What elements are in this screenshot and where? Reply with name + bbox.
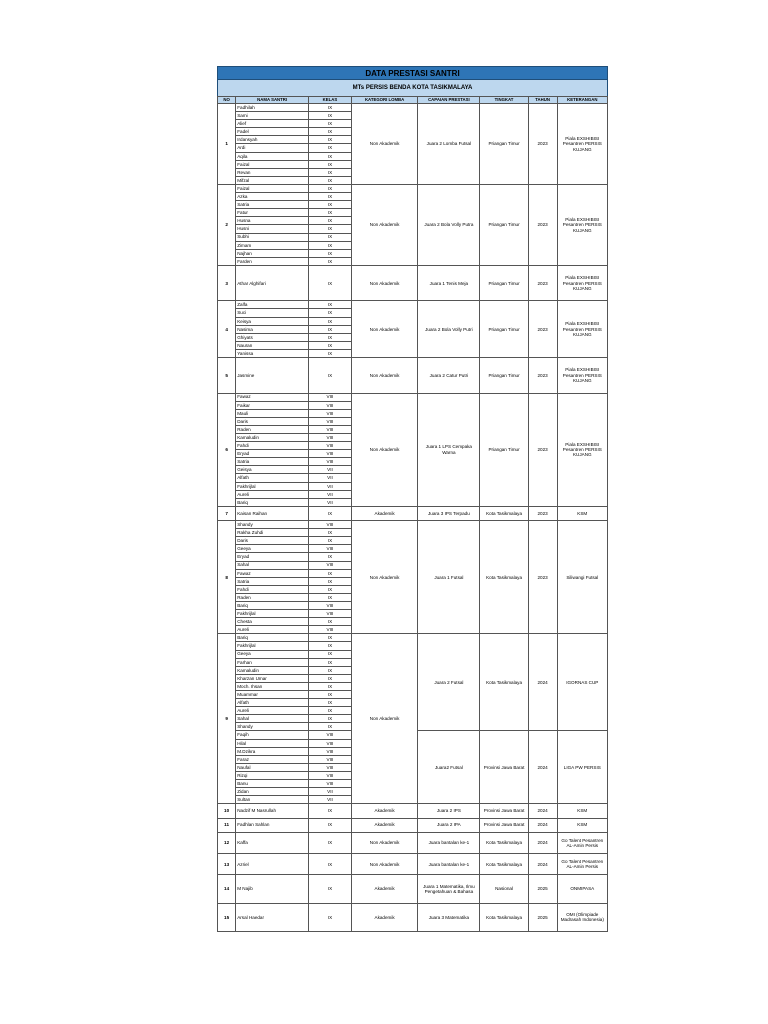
cell-kelas: IX — [309, 506, 352, 520]
cell-nama-santri: Fakhrijlal — [236, 642, 309, 650]
cell-kelas: IX — [309, 349, 352, 357]
table-row — [218, 184, 608, 192]
cell-kelas: VIII — [309, 434, 352, 442]
cell-kelas: VIII — [309, 450, 352, 458]
cell-nama-santri: Kaffa — [236, 832, 309, 853]
cell-capaian: Juara 2 Bola Volly Putri — [418, 301, 480, 358]
cell-kelas: VIII — [309, 763, 352, 771]
cell-nama-santri: Arsal Haedar — [236, 903, 309, 931]
cell-kategori: Non Akademik — [351, 393, 417, 506]
cell-nama-santri: Revan — [236, 168, 309, 176]
sheet-subtitle: MTs PERSIS BENDA KOTA TASIKMALAYA — [217, 80, 608, 96]
cell-nama-santri: Satria — [236, 577, 309, 585]
table-row — [218, 875, 608, 903]
cell-nama-santri: Banu — [236, 780, 309, 788]
cell-nama-santri: Fadel — [236, 128, 309, 136]
cell-keterangan: KSM — [557, 804, 607, 818]
cell-nama-santri: Fawaz — [236, 569, 309, 577]
cell-kategori: Non Akademik — [351, 358, 417, 394]
cell-no: 11 — [218, 818, 236, 832]
cell-kelas: VIII — [309, 393, 352, 401]
cell-kelas: IX — [309, 358, 352, 394]
table-row — [218, 832, 608, 853]
cell-kelas: VII — [309, 482, 352, 490]
cell-capaian: Juara2 Futsal — [418, 731, 480, 804]
cell-keterangan: Piala EXSHIBISI Pesantren PERSIS KUJANG — [557, 184, 607, 265]
cell-kelas: IX — [309, 804, 352, 818]
cell-capaian: Juara 3 IPS Terpadu — [418, 506, 480, 520]
cell-no: 12 — [218, 832, 236, 853]
cell-nama-santri: Subhi — [236, 233, 309, 241]
cell-nama-santri: Yanissa — [236, 349, 309, 357]
cell-kelas: IX — [309, 691, 352, 699]
cell-nama-santri: Alfath — [236, 699, 309, 707]
cell-nama-santri: Zalfa — [236, 301, 309, 309]
cell-kelas: VII — [309, 498, 352, 506]
cell-kategori: Akademik — [351, 903, 417, 931]
cell-nama-santri: Nadzif M Nasrullah — [236, 804, 309, 818]
cell-nama-santri: Ardi — [236, 144, 309, 152]
cell-kategori: Non Akademik — [351, 521, 417, 634]
cell-tingkat: Provinsi Jawa Barat — [480, 818, 528, 832]
cell-nama-santri: Alief — [236, 120, 309, 128]
col-header-capaian: CAPAIAN PRESTASI — [418, 97, 480, 104]
cell-capaian: Juara 3 Matematika — [418, 903, 480, 931]
cell-tahun: 2024 — [528, 853, 557, 874]
cell-nama-santri: Zimam — [236, 241, 309, 249]
cell-nama-santri: Daris — [236, 417, 309, 425]
cell-nama-santri: Alfath — [236, 474, 309, 482]
cell-kelas: IX — [309, 682, 352, 690]
cell-kelas: IX — [309, 333, 352, 341]
cell-kelas: IX — [309, 699, 352, 707]
cell-nama-santri: Fadhilah — [236, 104, 309, 112]
cell-kelas: IX — [309, 225, 352, 233]
cell-tahun: 2023 — [528, 265, 557, 301]
cell-kelas: IX — [309, 176, 352, 184]
cell-kategori: Non Akademik — [351, 301, 417, 358]
cell-tingkat: Kota Tasikmalaya — [480, 832, 528, 853]
cell-tingkat: Provinsi Jawa Barat — [480, 731, 528, 804]
cell-keterangan: OMI (Olimpiade Madrasah Indonesia) — [557, 903, 607, 931]
cell-nama-santri: Sahal — [236, 561, 309, 569]
table-row — [218, 804, 608, 818]
cell-kelas: IX — [309, 309, 352, 317]
cell-nama-santri: Suci — [236, 309, 309, 317]
cell-kategori: Akademik — [351, 875, 417, 903]
cell-kelas: IX — [309, 144, 352, 152]
cell-tingkat: Priangan Timur — [480, 358, 528, 394]
cell-kelas: IX — [309, 903, 352, 931]
cell-nama-santri: Moch. Ihsan — [236, 682, 309, 690]
cell-kategori: Non Akademik — [351, 184, 417, 265]
cell-no: 15 — [218, 903, 236, 931]
cell-tahun: 2024 — [528, 832, 557, 853]
cell-nama-santri: Najhan — [236, 249, 309, 257]
cell-nama-santri: Satria — [236, 201, 309, 209]
cell-kelas: VIII — [309, 755, 352, 763]
cell-tingkat: Priangan Timur — [480, 265, 528, 301]
cell-kelas: IX — [309, 168, 352, 176]
cell-nama-santri: Azka — [236, 193, 309, 201]
cell-kategori: Non Akademik — [351, 265, 417, 301]
cell-tahun: 2024 — [528, 818, 557, 832]
cell-kelas: VIII — [309, 401, 352, 409]
cell-nama-santri: Aqila — [236, 152, 309, 160]
cell-no: 6 — [218, 393, 236, 506]
table-row — [218, 104, 608, 112]
cell-kelas: VIII — [309, 417, 352, 425]
cell-capaian: Juara 1 Matematika, Ilmu Pengetahuan & Bahasa — [418, 875, 480, 903]
cell-tingkat: Kota Tasikmalaya — [480, 853, 528, 874]
cell-tahun: 2023 — [528, 393, 557, 506]
cell-nama-santri: Eryad — [236, 450, 309, 458]
cell-no: 3 — [218, 265, 236, 301]
cell-kelas: IX — [309, 618, 352, 626]
table-row — [218, 818, 608, 832]
cell-capaian: Juara 2 Catur Putri — [418, 358, 480, 394]
cell-nama-santri: Nasima — [236, 325, 309, 333]
table-row — [218, 853, 608, 874]
cell-nama-santri: M Najib — [236, 875, 309, 903]
cell-nama-santri: Shandy — [236, 723, 309, 731]
cell-kelas: IX — [309, 707, 352, 715]
cell-nama-santri: Geisya — [236, 466, 309, 474]
cell-nama-santri: Fadhlan Sahlan — [236, 818, 309, 832]
cell-kelas: IX — [309, 585, 352, 593]
cell-tingkat: Kota Tasikmalaya — [480, 903, 528, 931]
cell-nama-santri: Nauran — [236, 341, 309, 349]
cell-nama-santri: Aureli — [236, 626, 309, 634]
cell-kelas: VIII — [309, 747, 352, 755]
cell-kelas: IX — [309, 674, 352, 682]
cell-kelas: VIII — [309, 739, 352, 747]
cell-kelas: IX — [309, 209, 352, 217]
table-row — [218, 358, 608, 394]
cell-no: 8 — [218, 521, 236, 634]
sheet-title: DATA PRESTASI SANTRI — [217, 66, 608, 80]
col-header-kategori: KATEGORI LOMBA — [351, 97, 417, 104]
cell-kelas: IX — [309, 642, 352, 650]
cell-kelas: IX — [309, 257, 352, 265]
col-header-kelas: KELAS — [309, 97, 352, 104]
cell-nama-santri: Shandy — [236, 521, 309, 529]
cell-nama-santri: Fawaz — [236, 393, 309, 401]
cell-kelas: IX — [309, 120, 352, 128]
cell-kelas: VIII — [309, 425, 352, 433]
cell-nama-santri: Husni — [236, 225, 309, 233]
cell-kelas: IX — [309, 341, 352, 349]
cell-nama-santri: Bariq — [236, 601, 309, 609]
cell-no: 5 — [218, 358, 236, 394]
cell-kelas: VIII — [309, 561, 352, 569]
cell-nama-santri: Rizqi — [236, 771, 309, 779]
cell-keterangan: LIGA PW PERSIS — [557, 731, 607, 804]
cell-kelas: VIII — [309, 409, 352, 417]
cell-kelas: VIII — [309, 521, 352, 529]
table-row — [218, 265, 608, 301]
cell-capaian: Juara 2 Lomba Futsal — [418, 104, 480, 185]
col-header-keterangan: KETERANGAN — [557, 97, 607, 104]
cell-capaian: Juara 2 Futsal — [418, 634, 480, 731]
cell-capaian: Juara 2 Bola Volly Putra — [418, 184, 480, 265]
cell-nama-santri: Geeya — [236, 650, 309, 658]
cell-keterangan: Go Talent Pesantren AL-Amin Persis — [557, 832, 607, 853]
cell-keterangan: ONMIPASA — [557, 875, 607, 903]
cell-no: 10 — [218, 804, 236, 818]
cell-nama-santri: Irdansyah — [236, 136, 309, 144]
header-row — [218, 97, 608, 104]
data-sheet — [217, 66, 608, 932]
cell-kelas: IX — [309, 569, 352, 577]
cell-kelas: VIII — [309, 780, 352, 788]
cell-capaian: Juara 1 LPS Cempaka Warna — [418, 393, 480, 506]
cell-nama-santri: Faikar — [236, 401, 309, 409]
cell-kategori: Akademik — [351, 818, 417, 832]
cell-kelas: VIII — [309, 626, 352, 634]
cell-nama-santri: Raden — [236, 425, 309, 433]
cell-no: 9 — [218, 634, 236, 804]
cell-tahun: 2024 — [528, 731, 557, 804]
cell-nama-santri: Aureli — [236, 707, 309, 715]
cell-no: 13 — [218, 853, 236, 874]
cell-tingkat: Kota Tasikmalaya — [480, 506, 528, 520]
cell-kelas: IX — [309, 634, 352, 642]
cell-kelas: IX — [309, 112, 352, 120]
cell-kelas: VII — [309, 796, 352, 804]
col-header-tahun: TAHUN — [528, 97, 557, 104]
cell-keterangan: Siliwangi Futsal — [557, 521, 607, 634]
cell-nama-santri: Raden — [236, 593, 309, 601]
cell-nama-santri: Fakhrijlal — [236, 610, 309, 618]
cell-kelas: VII — [309, 466, 352, 474]
cell-kelas: IX — [309, 265, 352, 301]
cell-nama-santri: Athar Alghifari — [236, 265, 309, 301]
cell-tahun: 2023 — [528, 521, 557, 634]
cell-kelas: IX — [309, 593, 352, 601]
cell-kelas: VIII — [309, 458, 352, 466]
cell-kelas: VIII — [309, 545, 352, 553]
cell-capaian: Juara bantalan ke-1 — [418, 853, 480, 874]
cell-nama-santri: Faizal — [236, 184, 309, 192]
cell-nama-santri: Hilal — [236, 739, 309, 747]
cell-keterangan: Piala EXSHIBISI Pesantren PERSIS KUJANG — [557, 358, 607, 394]
cell-tahun: 2025 — [528, 875, 557, 903]
cell-nama-santri: Fakhrijlal — [236, 482, 309, 490]
cell-no: 14 — [218, 875, 236, 903]
cell-nama-santri: Sultan — [236, 796, 309, 804]
cell-nama-santri: Kharzan Umar — [236, 674, 309, 682]
cell-keterangan: Go Talent Pesantren AL-Amin Persis — [557, 853, 607, 874]
cell-nama-santri: Azriel — [236, 853, 309, 874]
cell-kelas: VII — [309, 474, 352, 482]
cell-nama-santri: Kaisan Raihan — [236, 506, 309, 520]
cell-keterangan: IGORNAS CUP — [557, 634, 607, 731]
cell-kelas: IX — [309, 875, 352, 903]
cell-tahun: 2023 — [528, 358, 557, 394]
cell-capaian: Juara 2 IPS — [418, 804, 480, 818]
cell-tahun: 2025 — [528, 903, 557, 931]
table-row — [218, 903, 608, 931]
cell-nama-santri: Satria — [236, 458, 309, 466]
cell-kelas: IX — [309, 104, 352, 112]
cell-kelas: IX — [309, 577, 352, 585]
cell-kelas: IX — [309, 832, 352, 853]
cell-kelas: IX — [309, 217, 352, 225]
cell-nama-santri: Ghiyats — [236, 333, 309, 341]
cell-kelas: IX — [309, 184, 352, 192]
col-header-nama: NAMA SANTRI — [236, 97, 309, 104]
cell-nama-santri: Jasmine — [236, 358, 309, 394]
cell-capaian: Juara 1 Tenis Meja — [418, 265, 480, 301]
cell-kelas: IX — [309, 249, 352, 257]
cell-kelas: IX — [309, 715, 352, 723]
cell-no: 7 — [218, 506, 236, 520]
cell-nama-santri: Chesta — [236, 618, 309, 626]
cell-kelas: IX — [309, 317, 352, 325]
cell-keterangan: Piala EXSHIBISI Pesantren PERSIS KUJANG — [557, 265, 607, 301]
cell-nama-santri: Muammar — [236, 691, 309, 699]
cell-nama-santri: Farden — [236, 257, 309, 265]
cell-tahun: 2024 — [528, 804, 557, 818]
cell-nama-santri: Naufal — [236, 763, 309, 771]
cell-nama-santri: Sahal — [236, 715, 309, 723]
cell-kelas: IX — [309, 658, 352, 666]
cell-kelas: IX — [309, 853, 352, 874]
table-row — [218, 393, 608, 401]
cell-kelas: IX — [309, 136, 352, 144]
cell-nama-santri: Mauli — [236, 409, 309, 417]
cell-nama-santri: Fahdi — [236, 585, 309, 593]
cell-tingkat: Kota Tasikmalaya — [480, 634, 528, 731]
cell-kelas: IX — [309, 529, 352, 537]
cell-nama-santri: Geeya — [236, 545, 309, 553]
cell-tahun: 2023 — [528, 301, 557, 358]
cell-no: 4 — [218, 301, 236, 358]
cell-kelas: VIII — [309, 442, 352, 450]
cell-tingkat: Kota Tasikmalaya — [480, 521, 528, 634]
cell-kelas: VIII — [309, 601, 352, 609]
cell-nama-santri: Farhan — [236, 658, 309, 666]
cell-tingkat: Priangan Timur — [480, 301, 528, 358]
cell-kelas: IX — [309, 201, 352, 209]
cell-nama-santri: Eryad — [236, 553, 309, 561]
cell-kelas: IX — [309, 553, 352, 561]
cell-nama-santri: Aureli — [236, 490, 309, 498]
cell-kategori: Non Akademik — [351, 853, 417, 874]
cell-kelas: VII — [309, 788, 352, 796]
cell-kategori: Akademik — [351, 506, 417, 520]
cell-tingkat: Priangan Timur — [480, 104, 528, 185]
cell-tingkat: Priangan Timur — [480, 393, 528, 506]
cell-kelas: IX — [309, 818, 352, 832]
cell-kelas: IX — [309, 241, 352, 249]
cell-kategori: Non Akademik — [351, 634, 417, 804]
cell-kategori: Non Akademik — [351, 832, 417, 853]
cell-nama-santri: Faizal — [236, 160, 309, 168]
table-row — [218, 634, 608, 642]
cell-capaian: Juara 2 IPA — [418, 818, 480, 832]
cell-nama-santri: Faraz — [236, 755, 309, 763]
cell-tahun: 2023 — [528, 506, 557, 520]
cell-tingkat: Priangan Timur — [480, 184, 528, 265]
table-body — [218, 104, 608, 932]
cell-keterangan: Piala EXSHIBISI Pesantren PERSIS KUJANG — [557, 301, 607, 358]
col-header-no: NO — [218, 97, 236, 104]
cell-kelas: IX — [309, 128, 352, 136]
cell-nama-santri: Husna — [236, 217, 309, 225]
cell-keterangan: Piala EXSHIBISI Pesantren PERSIS KUJANG — [557, 104, 607, 185]
col-header-tingkat: TINGKAT — [480, 97, 528, 104]
table-row — [218, 301, 608, 309]
cell-nama-santri: Keisya — [236, 317, 309, 325]
cell-nama-santri: Bariq — [236, 634, 309, 642]
cell-capaian: Juara 1 Futsal — [418, 521, 480, 634]
cell-no: 1 — [218, 104, 236, 185]
achievement-table — [217, 96, 608, 932]
cell-nama-santri: Zidan — [236, 788, 309, 796]
cell-kategori: Non Akademik — [351, 104, 417, 185]
cell-kelas: IX — [309, 537, 352, 545]
cell-kelas: IX — [309, 666, 352, 674]
cell-nama-santri: Kamaludin — [236, 666, 309, 674]
cell-kelas: IX — [309, 152, 352, 160]
cell-nama-santri: Mifzal — [236, 176, 309, 184]
cell-nama-santri: Fatur — [236, 209, 309, 217]
cell-nama-santri: Sami — [236, 112, 309, 120]
table-row — [218, 506, 608, 520]
cell-kelas: IX — [309, 723, 352, 731]
cell-capaian: Juara bantalan ke-1 — [418, 832, 480, 853]
cell-keterangan: KSM — [557, 818, 607, 832]
cell-nama-santri: Bariq — [236, 498, 309, 506]
cell-no: 2 — [218, 184, 236, 265]
table-row — [218, 521, 608, 529]
cell-kelas: VIII — [309, 731, 352, 739]
cell-kelas: VII — [309, 490, 352, 498]
cell-nama-santri: M.Dzikra — [236, 747, 309, 755]
cell-kelas: IX — [309, 193, 352, 201]
cell-keterangan: Piala EXSHIBISI Pesantren PERSIS KUJANG — [557, 393, 607, 506]
cell-nama-santri: Kamaludin — [236, 434, 309, 442]
cell-nama-santri: Daris — [236, 537, 309, 545]
cell-tahun: 2023 — [528, 184, 557, 265]
cell-kelas: VIII — [309, 610, 352, 618]
cell-nama-santri: Faqih — [236, 731, 309, 739]
cell-keterangan: KSM — [557, 506, 607, 520]
cell-nama-santri: Rakha Zuhdi — [236, 529, 309, 537]
cell-kategori: Akademik — [351, 804, 417, 818]
cell-nama-santri: Fahdi — [236, 442, 309, 450]
cell-tingkat: Provinsi Jawa Barat — [480, 804, 528, 818]
cell-tahun: 2024 — [528, 634, 557, 731]
cell-kelas: VIII — [309, 771, 352, 779]
cell-kelas: IX — [309, 160, 352, 168]
cell-tingkat: Nasional — [480, 875, 528, 903]
cell-kelas: IX — [309, 301, 352, 309]
cell-kelas: IX — [309, 233, 352, 241]
cell-kelas: IX — [309, 325, 352, 333]
cell-kelas: IX — [309, 650, 352, 658]
cell-tahun: 2023 — [528, 104, 557, 185]
